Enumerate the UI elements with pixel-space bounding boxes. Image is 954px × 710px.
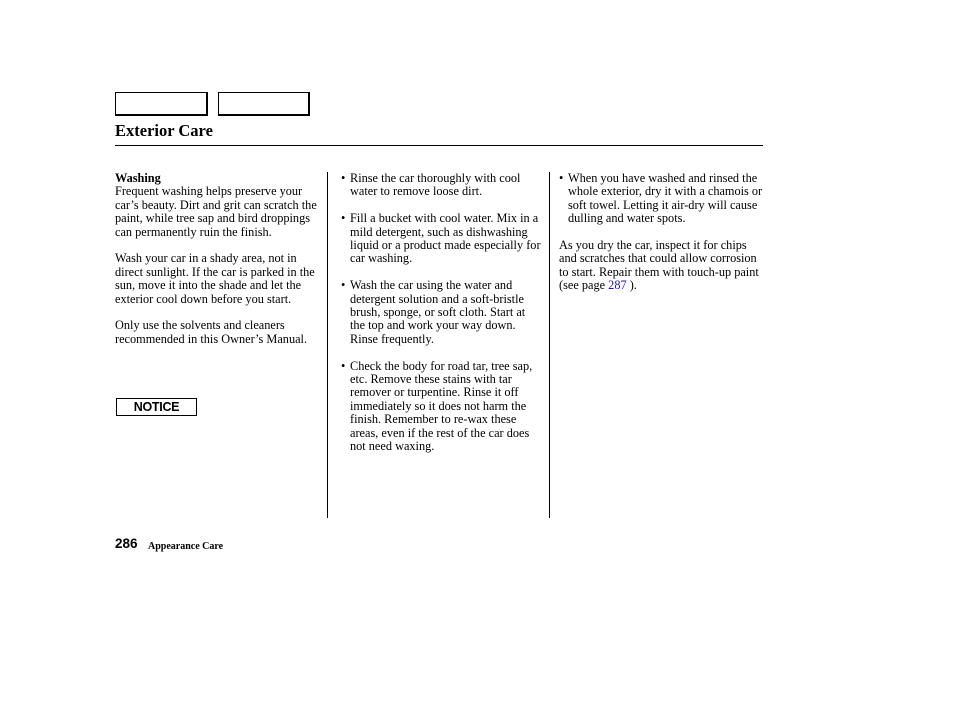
list-item (341, 360, 543, 454)
paragraph: Only use the solvents and cleaners recommended in this Owner’s Manual. (115, 318, 308, 346)
bullet-icon: • (341, 278, 346, 293)
title-divider (115, 145, 763, 146)
footer-section-title: Appearance Care (148, 541, 224, 552)
list-item (341, 212, 543, 266)
list-item (341, 279, 543, 346)
column-drying (559, 172, 764, 306)
paragraph: Frequent washing helps preserve your car’s beauty. Dirt and grit can scratch the paint, while tree sap and bird droppings can permanently ruin the finish. (115, 184, 317, 239)
bullet-icon: • (341, 358, 346, 373)
list-item-text: Rinse the car thoroughly with cool water to remove loose dirt. (350, 171, 521, 199)
paragraph: Wash your car in a shady area, not in direct sunlight. If the car is parked in the sun, move it into the shade and let the exterior cool down before you start. (115, 251, 315, 306)
page-title: Exterior Care (115, 121, 213, 140)
column-washing-intro (115, 172, 321, 360)
paragraph (559, 239, 764, 293)
list-item (559, 172, 764, 226)
section-heading: Washing (115, 171, 161, 185)
previous-page-button[interactable] (115, 92, 208, 116)
column-washing-steps (341, 172, 543, 467)
paragraph-text-end: ). (626, 278, 637, 293)
paragraph-text: As you dry the car, inspect it for chips and scratches that could allow corrosion to start. Repair them with touch-up paint (see page (559, 238, 759, 293)
page-reference-link[interactable]: 287 (608, 278, 627, 293)
list-item-text: Fill a bucket with cool water. Mix in a mild detergent, such as dishwashing liquid or a product made especially for car washing. (350, 211, 541, 266)
bullet-icon: • (341, 171, 346, 185)
page-number: 286 (115, 536, 138, 551)
notice-label: NOTICE (116, 398, 197, 416)
next-page-button[interactable] (218, 92, 310, 116)
list-item-text: Wash the car using the water and detergent solution and a soft-bristle brush, sponge, or soft cloth. Start at the top and work your way down. Rinse frequently. (350, 278, 526, 346)
list-item-text: When you have washed and rinsed the whole exterior, dry it with a chamois or soft towel. Letting it air-dry will cause dulling and water spots. (568, 171, 763, 226)
list-item-text: Check the body for road tar, tree sap, etc. Remove these stains with tar remover or turpentine. Rinse it off immediately so it does not harm the finish. Remember to re-wax these areas, even if the rest of the car does not need waxing. (350, 358, 533, 454)
bullet-icon: • (559, 171, 564, 185)
column-divider (327, 172, 328, 518)
list-item (341, 172, 543, 199)
column-divider (549, 172, 550, 518)
bullet-icon: • (341, 211, 346, 226)
